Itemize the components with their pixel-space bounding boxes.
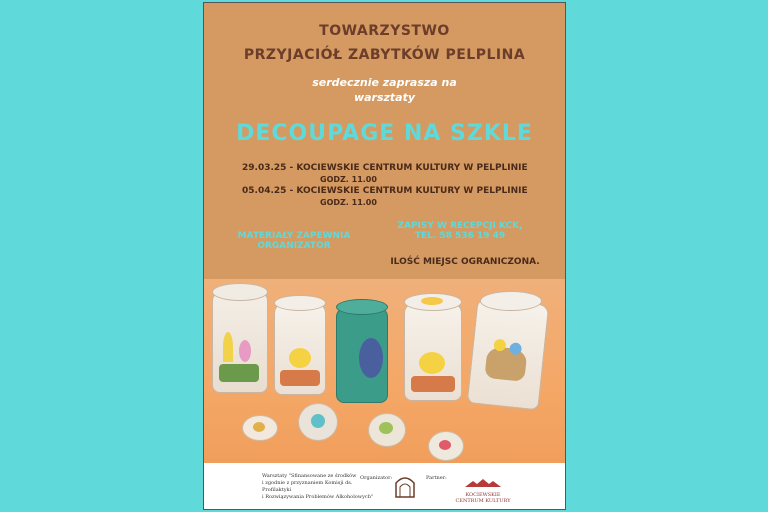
jar-basket [467,298,550,411]
partner-logo [454,473,512,503]
jar-basket-lid [480,291,542,311]
signup-line2: TEL. 58 536 19 49 [414,231,506,241]
decoupage-jars-photo [204,279,565,463]
session-1-time: GODZ. 11.00 [320,175,377,184]
funding-line3: i Rozwiązywania Problemów Alkoholowych" [262,494,374,500]
poster-title-line2: PRZYJACIÓŁ ZABYTKÓW PELPLINA [243,47,526,63]
painted-stone-3 [368,413,406,447]
session-2-date: 05.04.25 - [242,186,294,196]
painted-stone-2 [298,403,338,441]
signup-line1: ZAPISY W RECEPCJI KCK, [397,221,523,231]
jar-teal-lid [336,299,388,315]
invite-line2: warsztaty [353,91,416,104]
painted-stone-1 [242,415,278,441]
session-2-time: GODZ. 11.00 [320,198,377,207]
jar-flowers [212,291,268,393]
jar-teal [336,307,388,403]
jar-chick-1-lid [274,295,326,311]
session-1 [242,163,528,173]
session-2 [242,186,528,196]
session-1-date: 29.03.25 - [242,163,294,173]
jar-chick-2-lid [404,293,462,311]
organizer-logo [394,473,416,499]
organizer-label: Organizator: [360,475,393,481]
session-2-place: KOCIEWSKIE CENTRUM KULTURY W PELPLINIE [296,186,528,196]
materials-line2: ORGANIZATOR [257,241,331,251]
workshop-headline: DECOUPAGE NA SZKLE [236,121,533,146]
signup-note [380,221,540,241]
materials-note [224,231,364,251]
jar-chick-2 [404,303,462,401]
painted-stone-4 [428,431,464,461]
session-1-place: KOCIEWSKIE CENTRUM KULTURY W PELPLINIE [296,163,528,173]
funding-line2: i zgodnie z przyznaniem Komisji ds. Profilaktyki [262,480,353,493]
limited-places-note: ILOŚĆ MIEJSC OGRANICZONA. [390,257,540,267]
materials-line1: MATERIAŁY ZAPEWNIA [237,231,351,241]
invite-line1: serdecznie zaprasza na [312,76,457,89]
partner-logo-line1: KOCIEWSKIE [465,492,501,498]
funding-line1: Warsztaty "Sfinansowane ze środków [262,473,357,479]
partner-label: Partner: [426,475,447,481]
jar-flowers-lid [212,283,268,301]
event-poster [203,2,566,510]
jar-chick-1 [274,303,326,395]
poster-title-line1: TOWARZYSTWO [319,23,450,39]
sponsor-footer [204,463,565,510]
partner-logo-line2: CENTRUM KULTURY [455,498,511,504]
